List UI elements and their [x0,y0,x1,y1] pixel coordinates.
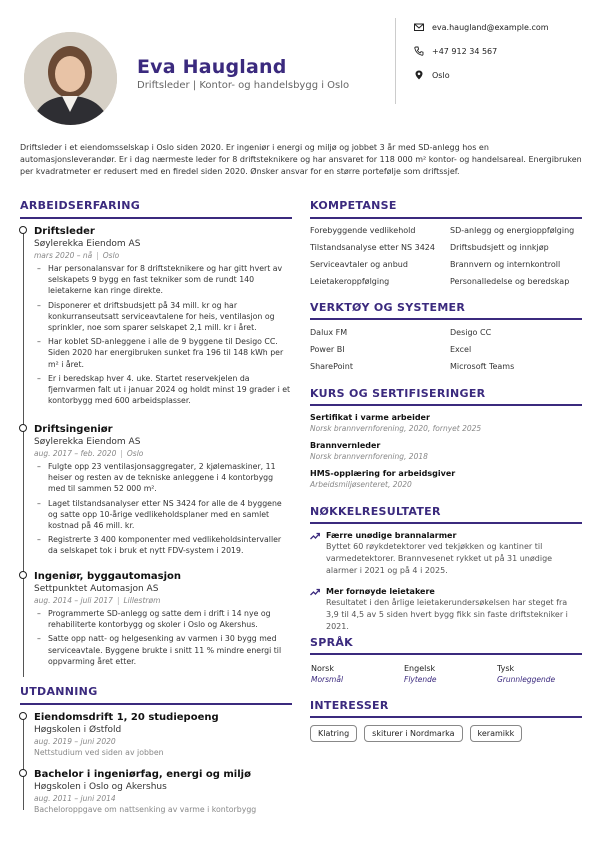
job-dates: aug. 2014 – juli 2017 [34,596,113,605]
job-bullet: – Registrerte 3 400 komponenter med vedlikeholdsintervaller da selskapet tok i bruk et nytt FDV-system i 2019. [34,534,292,556]
job-meta: mars 2020 – nå | Oslo [34,251,120,260]
job-bullet: – Fulgte opp 23 ventilasjonsaggregater, 2 kjølemaskiner, 11 heiser og resten av de tekniske anleggene i 4 kontorbygg med til sammen 52 000 m². [34,461,292,495]
candidate-title: Driftsleder | Kontor- og handelsbygg i Oslo [137,80,350,91]
results-heading: NØKKELRESULTATER [310,505,441,518]
timeline-dot [19,571,27,579]
timeline-line [23,232,24,677]
language-level: Flytende [404,675,437,684]
interests-heading: INTERESSER [310,699,389,712]
job-place: Oslo [102,251,120,260]
experience-divider [20,217,292,219]
timeline-dot [19,424,27,432]
job-bullet: – Er i beredskap hver 4. uke. Startet reservekjelen da fjernvarmen falt ut i januar 2024 og holdt minst 19 grader i et kontorbygg med 600 arbeidsplasser. [34,373,292,407]
job-bullet: – Satte opp natt- og helgesenking av varmen i 30 bygg med serviceavtale. Byggene brukte i snitt 11 % mindre energi til oppvarming året etter. [34,633,292,667]
language-item [404,663,437,685]
profile-photo [24,32,117,125]
language-name: Tysk [497,664,515,673]
result-text: Byttet 60 røykdetektorer ved tekjøkken og kantiner til varmedetektorer. Brannvesenet rykket ut på 31 unødige alarmer i 2021 og på 4 i 2025. [326,542,553,575]
education-dates: aug. 2019 – juni 2020 [34,737,116,746]
job-bullet: – Programmerte SD-anlegg og satte dem i drift i 14 nye og rehabiliterte kontorbygg og skoler i Oslo og Akershus. [34,608,292,630]
job-dates: mars 2020 – nå [34,251,93,260]
language-level: Grunnleggende [497,675,556,684]
job-title: Driftsingeniør [34,424,113,435]
competence-item: Leietakeroppfølging [310,277,390,286]
languages-heading: SPRÅK [310,636,353,649]
job-dates: aug. 2017 – feb. 2020 [34,449,117,458]
tool-item: Power BI [310,345,345,354]
result-item [310,587,582,633]
education-entry [34,711,292,758]
education-note: Bacheloroppgave om nattsenking av varme i kontorbygg [34,805,257,814]
competence-item: Personalledelse og beredskap [450,277,570,286]
course-item [310,412,582,434]
language-item [311,663,343,685]
results-divider [310,522,582,524]
job-bullets [34,461,292,557]
language-item [497,663,555,685]
education-title: Eiendomsdrift 1, 20 studiepoeng [34,712,219,723]
education-note: Nettstudium ved siden av jobben [34,748,164,757]
job-entry [34,225,292,409]
trend-up-icon [310,532,320,540]
job-bullet: – Har personalansvar for 8 driftsteknikere og har gitt hvert av selskapets 9 bygg en fast tekniker som de rundt 140 leietakerne kan ringe direkte. [34,263,292,297]
course-title: HMS-opplæring for arbeidsgiver [310,469,456,478]
competence-item: Tilstandsanalyse etter NS 3424 [310,243,435,252]
language-level: Morsmål [311,675,344,684]
result-text: Resultatet i den årlige leietakerundersøkelsen har steget fra 3,9 til 4,5 av 5 siden hvert bygg fikk sin faste driftstekniker i 2021. [326,598,568,631]
job-company: Settpunktet Automasjon AS [34,584,159,594]
competence-item: Forebyggende vedlikehold [310,226,416,235]
job-company: Søylerekka Eiendom AS [34,239,141,249]
tool-item: Dalux FM [310,328,348,337]
candidate-name: Eva Haugland [137,56,287,78]
trend-up-icon [310,588,320,596]
job-meta: aug. 2017 – feb. 2020 | Oslo [34,449,144,458]
job-bullet: – Har koblet SD-anleggene i alle de 9 byggene til Desigo CC. Siden 2020 har energibruken sunket fra 196 til 148 kWh per m² i året. [34,336,292,370]
result-item [310,531,582,577]
courses-divider [310,404,582,406]
education-entry [34,768,292,815]
language-name: Norsk [311,664,334,673]
contact-location [414,70,450,80]
job-place: Oslo [126,449,144,458]
job-title: Driftsleder [34,226,95,237]
course-item [310,468,582,490]
job-entry [34,570,292,670]
interest-chip: Klatring [310,725,357,742]
tools-grid [310,328,582,378]
education-school: Høgskolen i Østfold [34,725,122,735]
job-entry [34,423,292,560]
education-heading: UTDANNING [20,685,98,698]
education-dates: aug. 2011 – juni 2014 [34,794,116,803]
tool-item: Microsoft Teams [450,362,515,371]
job-bullets [34,263,292,406]
phone-text: +47 912 34 567 [432,46,498,56]
course-sub: Norsk brannvernforening, 2018 [310,452,428,461]
header-divider [395,18,396,104]
interest-chip: keramikk [470,725,523,742]
location-pin-icon [414,70,424,80]
result-title: Færre unødige brannalarmer [326,531,457,540]
tool-item: Desigo CC [450,328,492,337]
language-name: Engelsk [404,664,436,673]
education-divider [20,703,292,705]
course-sub: Arbeidsmiljøsenteret, 2020 [310,480,412,489]
interest-chip: skiturer i Nordmarka [364,725,462,742]
tool-item: SharePoint [310,362,353,371]
job-bullet: – Laget tilstandsanalyser etter NS 3424 for alle de 4 byggene og satte opp 10-årige vedlikeholdsplaner med en samlet kostnad på 46 mill. kr. [34,498,292,532]
course-item [310,440,582,462]
job-bullet: – Disponerer et driftsbudsjett på 34 mill. kr og har konkurranseutsatt serviceavtalene for heis, ventilasjon og sprinkler, noe som sparer selskapet 2,1 mill. kr i året. [34,300,292,334]
job-place: Lillestrøm [123,596,161,605]
timeline-dot [19,226,27,234]
tools-divider [310,318,582,320]
competence-item: Brannvern og internkontroll [450,260,561,269]
education-school: Høgskolen i Oslo og Akershus [34,782,167,792]
course-sub: Norsk brannvernforening, 2020, fornyet 2025 [310,424,482,433]
competence-heading: KOMPETANSE [310,199,397,212]
envelope-icon [414,22,424,32]
timeline-dot [19,712,27,720]
competence-item: Driftsbudsjett og innkjøp [450,243,549,252]
experience-heading: ARBEIDSERFARING [20,199,141,212]
job-bullets [34,608,292,667]
tool-item: Excel [450,345,472,354]
courses-heading: KURS OG SERTIFISERINGER [310,387,486,400]
interest-chips [310,725,522,742]
tools-heading: VERKTØY OG SYSTEMER [310,301,466,314]
contact-phone[interactable] [414,46,497,56]
job-meta: aug. 2014 – juli 2017 | Lillestrøm [34,596,161,605]
competence-item: Serviceavtaler og anbud [310,260,408,269]
competence-grid [310,226,582,296]
course-title: Sertifikat i varme arbeider [310,413,430,422]
course-title: Brannvernleder [310,441,381,450]
email-text: eva.haugland@example.com [432,22,549,32]
profile-summary: Driftsleder i et eiendomsselskap i Oslo siden 2020. Er ingeniør i energi og miljø og jobbet 3 år med SD-anlegg hos en automasjonsleverandør. Er i dag nærmeste leder for 8 driftsteknikere og har ansvaret for 118 000 m² kontor- og handelsareal. Energibruken per kvadratmeter er redusert med en firedel siden 2020. Ønsker ansvar for en større portefølje som driftssjef. [20,143,582,176]
timeline-line [23,718,24,810]
result-title: Mer fornøyde leietakere [326,587,435,596]
job-company: Søylerekka Eiendom AS [34,437,141,447]
timeline-dot [19,769,27,777]
competence-divider [310,217,582,219]
languages-divider [310,653,582,655]
contact-email[interactable] [414,22,549,32]
interests-divider [310,716,582,718]
phone-icon [414,46,424,56]
job-title: Ingeniør, byggautomasjon [34,571,181,582]
location-text: Oslo [432,70,450,80]
competence-item: SD-anlegg og energioppfølging [450,226,575,235]
education-title: Bachelor i ingeniørfag, energi og miljø [34,769,251,780]
